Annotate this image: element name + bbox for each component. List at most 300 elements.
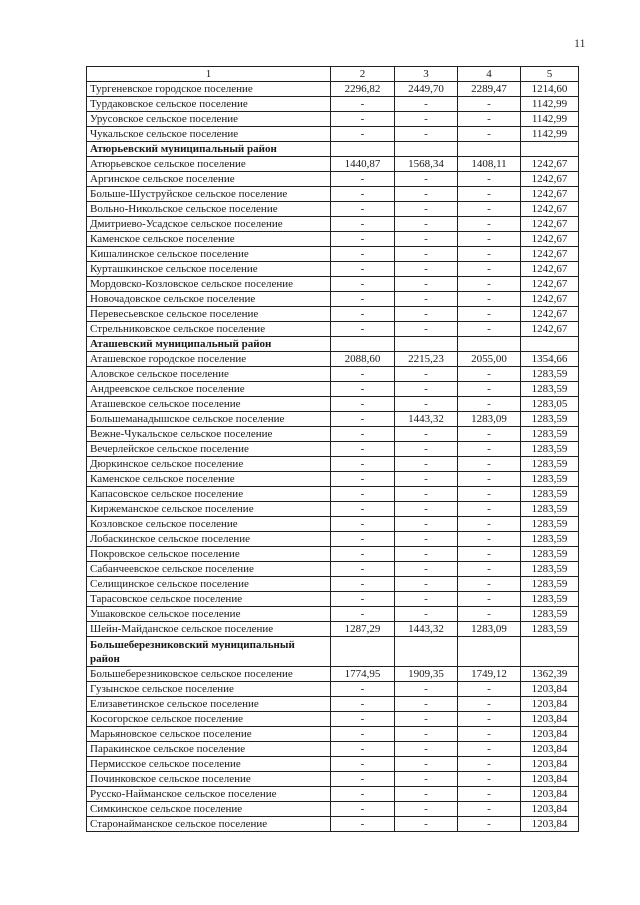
table-row [87, 817, 579, 832]
table-row [87, 472, 579, 487]
value-col-2: - [331, 232, 395, 247]
settlement-name: Дмитриево-Усадское сельское поселение [87, 217, 331, 232]
empty-cell [521, 142, 579, 157]
table-row [87, 757, 579, 772]
value-col-5: 1242,67 [521, 172, 579, 187]
value-col-2: - [331, 127, 395, 142]
value-col-2: - [331, 427, 395, 442]
column-header-4: 4 [458, 67, 521, 82]
value-col-5: 1142,99 [521, 127, 579, 142]
settlement-name: Каменское сельское поселение [87, 232, 331, 247]
value-col-2: - [331, 772, 395, 787]
table-row [87, 622, 579, 637]
table-row [87, 487, 579, 502]
value-col-3: - [395, 202, 458, 217]
table-row [87, 547, 579, 562]
settlement-name: Курташкинское сельское поселение [87, 262, 331, 277]
settlement-name: Кишалинское сельское поселение [87, 247, 331, 262]
value-col-2: - [331, 307, 395, 322]
table-row [87, 112, 579, 127]
settlement-name: Новочадовское сельское поселение [87, 292, 331, 307]
value-col-2: 1774,95 [331, 667, 395, 682]
value-col-2: - [331, 277, 395, 292]
value-col-5: 1203,84 [521, 727, 579, 742]
value-col-3: - [395, 757, 458, 772]
value-col-4: - [458, 97, 521, 112]
value-col-3: - [395, 427, 458, 442]
settlement-name: Елизаветинское сельское поселение [87, 697, 331, 712]
value-col-3: - [395, 127, 458, 142]
table-row [87, 727, 579, 742]
value-col-2: 1440,87 [331, 157, 395, 172]
value-col-4: - [458, 577, 521, 592]
value-col-4: - [458, 592, 521, 607]
value-col-2: - [331, 562, 395, 577]
value-col-4: - [458, 382, 521, 397]
table-row [87, 787, 579, 802]
table-row [87, 292, 579, 307]
value-col-3: - [395, 577, 458, 592]
value-col-3: - [395, 367, 458, 382]
value-col-4: - [458, 187, 521, 202]
value-col-5: 1283,59 [521, 577, 579, 592]
value-col-3: - [395, 802, 458, 817]
empty-cell [395, 337, 458, 352]
value-col-3: 2449,70 [395, 82, 458, 97]
district-name: Большеберезниковский муниципальный район [87, 637, 331, 667]
column-header-5: 5 [521, 67, 579, 82]
value-col-4: - [458, 277, 521, 292]
value-col-5: 1283,05 [521, 397, 579, 412]
value-col-4: 2289,47 [458, 82, 521, 97]
value-col-4: - [458, 367, 521, 382]
value-col-2: - [331, 217, 395, 232]
column-header-2: 2 [331, 67, 395, 82]
empty-cell [395, 142, 458, 157]
value-col-2: - [331, 517, 395, 532]
value-col-2: - [331, 697, 395, 712]
value-col-3: - [395, 487, 458, 502]
value-col-4: - [458, 772, 521, 787]
value-col-4: - [458, 307, 521, 322]
settlement-name: Симкинское сельское поселение [87, 802, 331, 817]
table-row [87, 172, 579, 187]
settlement-name: Ушаковское сельское поселение [87, 607, 331, 622]
table-row [87, 82, 579, 97]
settlement-name: Шейн-Майданское сельское поселение [87, 622, 331, 637]
table-row [87, 307, 579, 322]
value-col-5: 1283,59 [521, 367, 579, 382]
table-row [87, 502, 579, 517]
value-col-4: 1749,12 [458, 667, 521, 682]
settlement-name: Мордовско-Козловское сельское поселение [87, 277, 331, 292]
table-row [87, 382, 579, 397]
value-col-3: - [395, 457, 458, 472]
district-name: Атюрьевский муниципальный район [87, 142, 331, 157]
value-col-4: - [458, 322, 521, 337]
value-col-4: 1283,09 [458, 622, 521, 637]
value-col-3: - [395, 262, 458, 277]
value-col-4: - [458, 262, 521, 277]
value-col-4: - [458, 757, 521, 772]
value-col-2: - [331, 457, 395, 472]
settlement-name: Русско-Найманское сельское поселение [87, 787, 331, 802]
settlement-name: Аташевское сельское поселение [87, 397, 331, 412]
table-row [87, 262, 579, 277]
settlement-name: Дюркинское сельское поселение [87, 457, 331, 472]
value-col-3: - [395, 292, 458, 307]
value-col-3: - [395, 307, 458, 322]
settlement-name: Тургеневское городское поселение [87, 82, 331, 97]
value-col-2: - [331, 367, 395, 382]
value-col-3: - [395, 502, 458, 517]
value-col-4: 1283,09 [458, 412, 521, 427]
value-col-5: 1283,59 [521, 592, 579, 607]
value-col-5: 1242,67 [521, 322, 579, 337]
value-col-5: 1242,67 [521, 247, 579, 262]
value-col-4: - [458, 742, 521, 757]
column-header-1: 1 [87, 67, 331, 82]
settlement-name: Больше-Шуструйское сельское поселение [87, 187, 331, 202]
table-row [87, 697, 579, 712]
value-col-4: - [458, 502, 521, 517]
empty-cell [458, 337, 521, 352]
value-col-4: - [458, 427, 521, 442]
settlement-name: Стрельниковское сельское поселение [87, 322, 331, 337]
settlement-name: Большеманадышское сельское поселение [87, 412, 331, 427]
empty-cell [395, 637, 458, 667]
table-row [87, 577, 579, 592]
value-col-5: 1142,99 [521, 97, 579, 112]
settlement-name: Вежне-Чукальское сельское поселение [87, 427, 331, 442]
table-row [87, 607, 579, 622]
value-col-3: - [395, 697, 458, 712]
value-col-5: 1203,84 [521, 817, 579, 832]
value-col-4: - [458, 727, 521, 742]
value-col-3: - [395, 712, 458, 727]
value-col-4: - [458, 112, 521, 127]
value-col-2: 1287,29 [331, 622, 395, 637]
value-col-3: - [395, 97, 458, 112]
table-row [87, 592, 579, 607]
settlement-name: Чукальское сельское поселение [87, 127, 331, 142]
value-col-4: - [458, 202, 521, 217]
settlement-name: Аргинское сельское поселение [87, 172, 331, 187]
table-row [87, 217, 579, 232]
value-col-5: 1203,84 [521, 772, 579, 787]
table-header-row [87, 67, 579, 82]
district-name: Аташевский муниципальный район [87, 337, 331, 352]
value-col-3: 1443,32 [395, 412, 458, 427]
value-col-3: - [395, 232, 458, 247]
settlement-name: Большеберезниковское сельское поселение [87, 667, 331, 682]
value-col-5: 1283,59 [521, 622, 579, 637]
settlement-name: Атюрьевское сельское поселение [87, 157, 331, 172]
value-col-5: 1362,39 [521, 667, 579, 682]
settlement-name: Покровское сельское поселение [87, 547, 331, 562]
value-col-4: - [458, 172, 521, 187]
value-col-5: 1242,67 [521, 232, 579, 247]
value-col-5: 1214,60 [521, 82, 579, 97]
value-col-4: - [458, 472, 521, 487]
value-col-2: - [331, 742, 395, 757]
district-header-row [87, 142, 579, 157]
value-col-3: 1909,35 [395, 667, 458, 682]
settlement-name: Марьяновское сельское поселение [87, 727, 331, 742]
value-col-3: - [395, 187, 458, 202]
value-col-2: - [331, 187, 395, 202]
value-col-2: - [331, 202, 395, 217]
value-col-3: - [395, 727, 458, 742]
settlement-name: Старонайманское сельское поселение [87, 817, 331, 832]
value-col-5: 1283,59 [521, 502, 579, 517]
settlement-name: Каменское сельское поселение [87, 472, 331, 487]
value-col-4: - [458, 562, 521, 577]
value-col-5: 1203,84 [521, 742, 579, 757]
value-col-4: - [458, 697, 521, 712]
value-col-3: - [395, 247, 458, 262]
table-row [87, 127, 579, 142]
settlement-name: Аташевское городское поселение [87, 352, 331, 367]
value-col-5: 1142,99 [521, 112, 579, 127]
district-header-row [87, 337, 579, 352]
value-col-4: - [458, 802, 521, 817]
value-col-4: - [458, 607, 521, 622]
value-col-4: - [458, 532, 521, 547]
value-col-5: 1283,59 [521, 427, 579, 442]
settlement-name: Перевесьевское сельское поселение [87, 307, 331, 322]
table-row [87, 562, 579, 577]
value-col-2: - [331, 577, 395, 592]
table-row [87, 352, 579, 367]
value-col-4: - [458, 682, 521, 697]
value-col-3: - [395, 607, 458, 622]
value-col-3: 1443,32 [395, 622, 458, 637]
value-col-5: 1203,84 [521, 697, 579, 712]
table-row [87, 367, 579, 382]
table-row [87, 742, 579, 757]
value-col-2: - [331, 412, 395, 427]
table-row [87, 247, 579, 262]
value-col-3: - [395, 532, 458, 547]
value-col-3: - [395, 322, 458, 337]
value-col-5: 1203,84 [521, 757, 579, 772]
value-col-5: 1242,67 [521, 277, 579, 292]
value-col-4: - [458, 217, 521, 232]
value-col-4: 2055,00 [458, 352, 521, 367]
value-col-3: - [395, 472, 458, 487]
value-col-3: 2215,23 [395, 352, 458, 367]
table-row [87, 532, 579, 547]
value-col-4: - [458, 292, 521, 307]
empty-cell [458, 637, 521, 667]
value-col-4: - [458, 457, 521, 472]
value-col-2: 2296,82 [331, 82, 395, 97]
table-row [87, 277, 579, 292]
value-col-5: 1242,67 [521, 217, 579, 232]
settlement-table [86, 66, 579, 832]
table-row [87, 772, 579, 787]
value-col-2: - [331, 172, 395, 187]
value-col-5: 1283,59 [521, 517, 579, 532]
value-col-3: - [395, 172, 458, 187]
table-row [87, 712, 579, 727]
table-row [87, 157, 579, 172]
value-col-2: 2088,60 [331, 352, 395, 367]
value-col-2: - [331, 292, 395, 307]
value-col-2: - [331, 112, 395, 127]
table-row [87, 232, 579, 247]
value-col-2: - [331, 802, 395, 817]
settlement-name: Аловское сельское поселение [87, 367, 331, 382]
value-col-2: - [331, 682, 395, 697]
value-col-3: - [395, 382, 458, 397]
value-col-2: - [331, 502, 395, 517]
value-col-2: - [331, 787, 395, 802]
value-col-5: 1203,84 [521, 712, 579, 727]
value-col-2: - [331, 532, 395, 547]
value-col-5: 1203,84 [521, 682, 579, 697]
value-col-2: - [331, 757, 395, 772]
settlement-name: Косогорское сельское поселение [87, 712, 331, 727]
value-col-5: 1242,67 [521, 307, 579, 322]
value-col-4: 1408,11 [458, 157, 521, 172]
table-row [87, 667, 579, 682]
table-row [87, 187, 579, 202]
table-row [87, 97, 579, 112]
value-col-2: - [331, 472, 395, 487]
value-col-2: - [331, 397, 395, 412]
value-col-5: 1242,67 [521, 157, 579, 172]
table-row [87, 517, 579, 532]
page-number: 11 [574, 36, 586, 50]
table-row [87, 802, 579, 817]
column-header-3: 3 [395, 67, 458, 82]
value-col-4: - [458, 397, 521, 412]
settlement-name: Капасовское сельское поселение [87, 487, 331, 502]
settlement-name: Сабанчеевское сельское поселение [87, 562, 331, 577]
empty-cell [521, 337, 579, 352]
value-col-3: - [395, 787, 458, 802]
value-col-5: 1283,59 [521, 442, 579, 457]
value-col-3: - [395, 592, 458, 607]
value-col-4: - [458, 712, 521, 727]
value-col-2: - [331, 487, 395, 502]
settlement-name: Пермисское сельское поселение [87, 757, 331, 772]
settlement-name: Андреевское сельское поселение [87, 382, 331, 397]
empty-cell [521, 637, 579, 667]
settlement-name: Турдаковское сельское поселение [87, 97, 331, 112]
table-row [87, 682, 579, 697]
value-col-3: - [395, 562, 458, 577]
value-col-5: 1283,59 [521, 487, 579, 502]
table-row [87, 202, 579, 217]
value-col-3: - [395, 397, 458, 412]
table-row [87, 322, 579, 337]
value-col-2: - [331, 592, 395, 607]
value-col-5: 1283,59 [521, 412, 579, 427]
table-row [87, 397, 579, 412]
settlement-name: Лобаскинское сельское поселение [87, 532, 331, 547]
value-col-2: - [331, 727, 395, 742]
value-col-3: - [395, 442, 458, 457]
settlement-name: Гузынское сельское поселение [87, 682, 331, 697]
value-col-5: 1283,59 [521, 472, 579, 487]
value-col-2: - [331, 382, 395, 397]
value-col-5: 1283,59 [521, 562, 579, 577]
settlement-name: Вечерлейское сельское поселение [87, 442, 331, 457]
empty-cell [331, 142, 395, 157]
value-col-2: - [331, 322, 395, 337]
value-col-5: 1283,59 [521, 457, 579, 472]
value-col-4: - [458, 232, 521, 247]
value-col-3: - [395, 112, 458, 127]
value-col-3: - [395, 547, 458, 562]
value-col-3: - [395, 742, 458, 757]
table-row [87, 442, 579, 457]
settlement-name: Селищинское сельское поселение [87, 577, 331, 592]
value-col-3: 1568,34 [395, 157, 458, 172]
value-col-5: 1203,84 [521, 787, 579, 802]
settlement-name: Урусовское сельское поселение [87, 112, 331, 127]
value-col-5: 1354,66 [521, 352, 579, 367]
value-col-5: 1283,59 [521, 547, 579, 562]
value-col-2: - [331, 817, 395, 832]
value-col-5: 1242,67 [521, 292, 579, 307]
value-col-4: - [458, 442, 521, 457]
settlement-name: Киржеманское сельское поселение [87, 502, 331, 517]
settlement-name: Вольно-Никольское сельское поселение [87, 202, 331, 217]
value-col-4: - [458, 487, 521, 502]
value-col-4: - [458, 817, 521, 832]
empty-cell [331, 337, 395, 352]
value-col-2: - [331, 262, 395, 277]
value-col-4: - [458, 547, 521, 562]
table-row [87, 412, 579, 427]
value-col-5: 1242,67 [521, 262, 579, 277]
settlement-name: Починковское сельское поселение [87, 772, 331, 787]
value-col-5: 1283,59 [521, 607, 579, 622]
settlement-name: Тарасовское сельское поселение [87, 592, 331, 607]
value-col-5: 1283,59 [521, 532, 579, 547]
value-col-2: - [331, 547, 395, 562]
settlement-name: Паракинское сельское поселение [87, 742, 331, 757]
value-col-4: - [458, 787, 521, 802]
empty-cell [331, 637, 395, 667]
value-col-5: 1203,84 [521, 802, 579, 817]
value-col-2: - [331, 607, 395, 622]
value-col-3: - [395, 772, 458, 787]
value-col-4: - [458, 517, 521, 532]
value-col-4: - [458, 127, 521, 142]
value-col-2: - [331, 247, 395, 262]
district-header-row [87, 637, 579, 667]
value-col-2: - [331, 712, 395, 727]
value-col-3: - [395, 517, 458, 532]
value-col-4: - [458, 247, 521, 262]
settlement-name: Козловское сельское поселение [87, 517, 331, 532]
value-col-3: - [395, 817, 458, 832]
value-col-2: - [331, 97, 395, 112]
table-row [87, 427, 579, 442]
value-col-3: - [395, 682, 458, 697]
empty-cell [458, 142, 521, 157]
value-col-5: 1242,67 [521, 202, 579, 217]
value-col-3: - [395, 277, 458, 292]
value-col-3: - [395, 217, 458, 232]
value-col-5: 1242,67 [521, 187, 579, 202]
value-col-2: - [331, 442, 395, 457]
